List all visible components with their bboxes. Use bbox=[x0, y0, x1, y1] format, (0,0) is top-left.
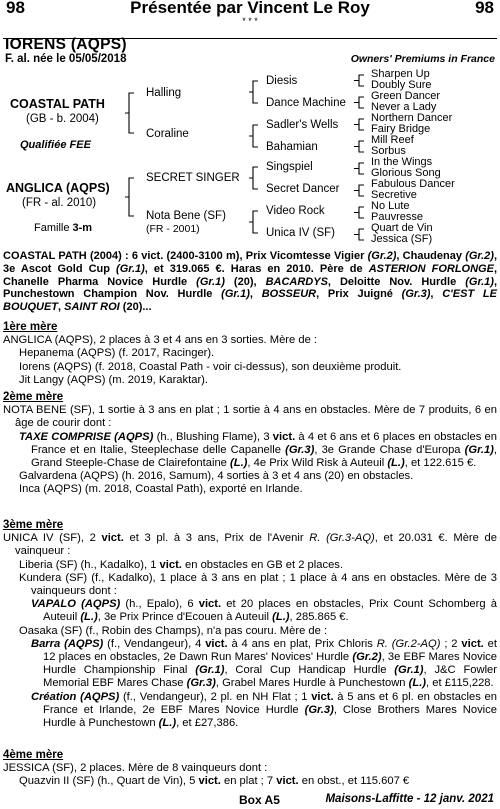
owners-premium: Owners' Premiums in France bbox=[350, 53, 495, 65]
dam-line: JESSICA (SF), 2 places. Mère de 8 vainqueurs dont : bbox=[3, 762, 268, 775]
third-dam-section bbox=[3, 516, 497, 730]
ped-g4-3: Never a Lady bbox=[371, 101, 437, 113]
ped-g4-13: Pauvresse bbox=[371, 211, 423, 223]
page-title: Présentée par Vincent Le Roy bbox=[130, 0, 370, 17]
produce-line: Barra (AQPS) (f., Vendangeur), 4 vict. à 4 ans en plat, Prix Chloris R. (Gr.2-AQ) ; 2 vict. et 12 places en obstacles, 2e Dawn Run Mares' Novices' Hurdle (Gr.2), 3e EBF Mares Novice Hurdle Championship Final (Gr.1), Coral Cup Handicap Hurdle (Gr.1), J&C Fowler Memorial EBF Mares Chase (Gr.3), Grabel Mares Hurdle à Punchestown (L.), et £115,228. bbox=[31, 637, 498, 690]
first-dam-section bbox=[3, 318, 497, 387]
page-number-right: 98 bbox=[475, 0, 494, 17]
ped-g3-1: Dance Machine bbox=[266, 97, 346, 109]
ped-g4-5: Fairy Bridge bbox=[371, 123, 431, 135]
page-footer bbox=[0, 793, 500, 809]
sire-paragraph: COASTAL PATH (2004) : 6 vict. (2400-3100 m), Prix Vicomtesse Vigier (Gr.2), Chaudenay (Gr.2), 3e Ascot Gold Cup (Gr.1), et 319.065 €. Haras en 2010. Père de ASTERION FORLONGE, Chanelle Pharma Novice Hurdle (Gr.1) (20), BACARDYS, Deloitte Nov. Hurdle (Gr.1), Punchestown Champion Nov. Hurdle (Gr.1), BOSSEUR, Prix Juigné (Gr.3), C'EST LE BOUQUET, SAINT ROI (20)... bbox=[3, 250, 498, 314]
ped-g4-9: Glorious Song bbox=[371, 167, 441, 179]
dam-family: Famille 3-m bbox=[34, 222, 93, 234]
produce-line: Inca (AQPS) (m. 2018, Coastal Path), exporté en Irlande. bbox=[19, 483, 303, 496]
fourth-dam-section bbox=[3, 746, 497, 789]
ped-g4-0: Sharpen Up bbox=[371, 68, 430, 80]
pedigree-brackets bbox=[0, 0, 500, 250]
ped-g3-5: Secret Dancer bbox=[266, 183, 340, 195]
ped-g4-7: Sorbus bbox=[371, 145, 406, 157]
ped-g4-14: Quart de Vin bbox=[371, 222, 433, 234]
produce-line: Quazvin II (SF) (h., Quart de Vin), 5 vict. en plat ; 7 vict. en obst., et 115.607 € bbox=[19, 775, 410, 788]
ped-g2-0: Halling bbox=[146, 87, 182, 99]
produce-line: Iorens (AQPS) (f. 2018, Coastal Path - voir ci-dessus), son deuxième produit. bbox=[19, 360, 402, 373]
sire-info: (GB - b. 2004) bbox=[26, 113, 99, 125]
ped-g4-4: Northern Dancer bbox=[371, 112, 453, 124]
ped-g4-6: Mill Reef bbox=[371, 134, 414, 146]
dam-name: ANGLICA (AQPS) bbox=[6, 181, 110, 195]
ped-g4-10: Fabulous Dancer bbox=[371, 178, 455, 190]
ped-g4-11: Secretive bbox=[371, 189, 417, 201]
horse-birth: F. al. née le 05/05/2018 bbox=[5, 53, 127, 65]
produce-line: Oasaka (SF) (f., Robin des Champs), n'a pas couru. Mère de : bbox=[19, 624, 328, 637]
ped-g4-12: No Lute bbox=[371, 200, 410, 212]
header-stars: * * * bbox=[242, 16, 258, 26]
produce-line: Kundera (SF) (f., Kadalko), 1 place à 3 ans en plat ; 1 place à 4 ans en obstacles. Mère de 3 vainqueurs dont : bbox=[19, 571, 497, 598]
ped-g2-3: Nota Bene (SF) bbox=[146, 210, 226, 222]
sire-name: COASTAL PATH bbox=[10, 97, 105, 111]
produce-line: Liberia (SF) (h., Kadalko), 1 vict. en obstacles en GB et 2 places. bbox=[19, 558, 343, 571]
dam-line: UNICA IV (SF), 2 vict. et 3 pl. à 3 ans, Prix de l'Avenir R. (Gr.3-AQ), et 20.031 €. Mère de vainqueur : bbox=[3, 532, 497, 558]
produce-line: Jit Langy (AQPS) (m. 2019, Karaktar). bbox=[19, 373, 209, 386]
produce-line: TAXE COMPRISE (AQPS) (h., Blushing Flame), 3 vict. à 4 et 6 ans et 6 places en obstacles en France et en Italie, Steeplechase delle Capanelle (Gr.3), 3e Grande Chase d'Europa (Gr.1), Grand Steeple-Chase de Clairefontaine (L.), 4e Prix Wild Risk à Auteuil (L.), et 122.615 €. bbox=[19, 430, 498, 470]
produce-line: Galvardena (AQPS) (h. 2016, Samum), 4 sorties à 3 et 4 ans (20) en obstacles. bbox=[19, 470, 414, 483]
ped-g3-2: Sadler's Wells bbox=[266, 119, 339, 131]
ped-g4-15: Jessica (SF) bbox=[371, 233, 433, 245]
venue-date: Maisons-Laffitte - 12 janv. 2021 bbox=[325, 793, 494, 805]
ped-g4-8: In the Wings bbox=[371, 156, 433, 168]
ped-g3-4: Singspiel bbox=[266, 161, 313, 173]
ped-g2-2: SECRET SINGER bbox=[146, 172, 240, 184]
section-heading: 2ème mère bbox=[3, 391, 64, 403]
sire-note: Qualifiée FEE bbox=[20, 139, 91, 151]
section-heading: 3ème mère bbox=[3, 519, 64, 531]
ped-g2-1: Coraline bbox=[146, 128, 189, 140]
ped-g4-2: Green Dancer bbox=[371, 90, 441, 102]
section-heading: 1ère mère bbox=[3, 321, 58, 333]
produce-line: Création (AQPS) (f., Vendangeur), 2 pl. en NH Flat ; 1 vict. à 5 ans et 6 pl. en obstacles en France et Irlande, 2e EBF Mares Novice Hurdle (Gr.3), Close Brothers Mares Novice Hurdle à Punchestown (L.), et £27,386. bbox=[31, 690, 497, 730]
ped-g2-4: (FR - 2001) bbox=[146, 223, 200, 235]
dam-info: (FR - al. 2010) bbox=[22, 197, 97, 209]
dam-line: NOTA BENE (SF), 1 sortie à 3 ans en plat ; 1 sortie à 4 ans en obstacles. Mère de 7 produits, 6 en âge de courir dont : bbox=[3, 404, 497, 430]
ped-g3-6: Video Rock bbox=[266, 205, 325, 217]
dam-line: ANGLICA (AQPS), 2 places à 3 et 4 ans en 3 sorties. Mère de : bbox=[3, 334, 318, 347]
horse-name: IORENS (AQPS) bbox=[5, 36, 127, 53]
ped-g3-7: Unica IV (SF) bbox=[266, 227, 336, 239]
page-number-left: 98 bbox=[6, 0, 25, 17]
produce-line: Hepanema (AQPS) (f. 2017, Racinger). bbox=[19, 347, 215, 360]
ped-g4-1: Doubly Sure bbox=[371, 79, 432, 91]
ped-g3-0: Diesis bbox=[266, 75, 298, 87]
produce-line: VAPALO (AQPS) (h., Epalo), 6 vict. et 20 places en obstacles, Prix Count Schomberg à Auteuil (L.), 3e Prix Prince d'Ecouen à Auteuil (L.), 285.865 €. bbox=[31, 598, 497, 624]
second-dam-section bbox=[3, 388, 497, 497]
ped-g3-3: Bahamian bbox=[266, 141, 318, 153]
box-label: Box A5 bbox=[239, 793, 280, 807]
section-heading: 4ème mère bbox=[3, 749, 64, 761]
